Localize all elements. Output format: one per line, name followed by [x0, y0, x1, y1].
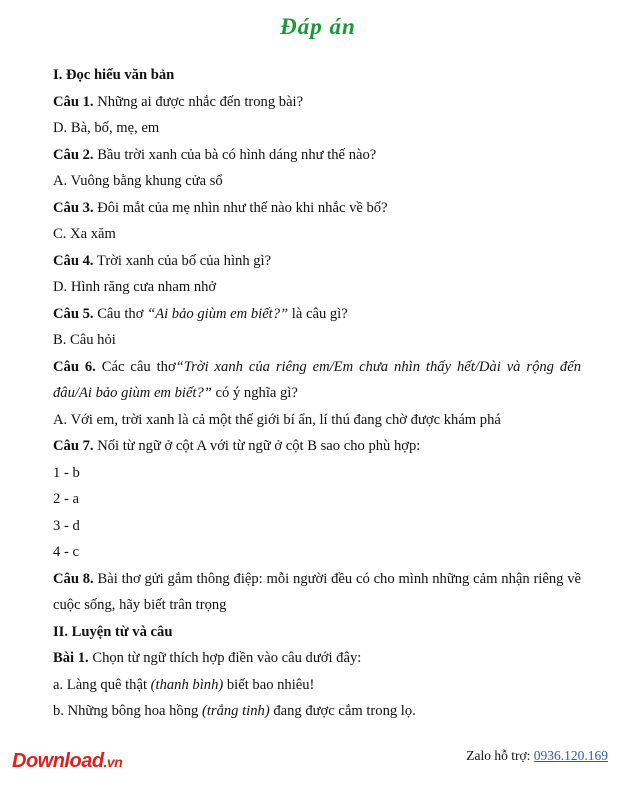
answer-5: B. Câu hỏi	[53, 332, 116, 348]
exercise-label: Bài 1.	[53, 650, 89, 666]
question-quote: “Trời xanh của riêng em/Em chưa nhìn thấy hết/Dài và rộng đến đâu/Ai bảo giùm em biết?”	[53, 358, 581, 401]
fill-answer: (thanh bình)	[150, 676, 224, 693]
question-text: Đôi mắt của mẹ nhìn như thế nào khi nhắc về bố?	[93, 199, 388, 216]
question-5	[53, 301, 581, 328]
answer-3: C. Xa xăm	[53, 226, 116, 242]
sentence-text: a. Làng quê thật	[53, 676, 151, 693]
fill-answer: (trắng tinh)	[201, 703, 270, 719]
question-label: Câu 7.	[53, 438, 94, 454]
sentence-text: b. Những bông hoa hồng	[53, 703, 202, 719]
answer-2: A. Vuông bằng khung cửa sổ	[53, 173, 223, 189]
sentence-text: biết bao nhiêu!	[223, 676, 315, 693]
exercise-1	[53, 645, 581, 672]
answer-1: D. Bà, bố, mẹ, em	[53, 120, 160, 136]
question-text: là câu gì?	[288, 305, 348, 322]
zalo-support	[466, 748, 608, 764]
section-heading-vocab: II. Luyện từ và câu	[53, 623, 173, 640]
question-1	[53, 89, 581, 116]
exercise-1-a	[53, 672, 581, 699]
page-title: Đáp án	[280, 14, 356, 39]
question-8	[53, 566, 581, 619]
download-logo[interactable]	[12, 750, 122, 773]
sentence-text: đang được cắm trong lọ.	[269, 703, 416, 719]
answer-6: A. Với em, trời xanh là cả một thế giới bí ẩn, lí thú đang chờ được khám phá	[53, 411, 501, 428]
question-quote: “Ai bảo giùm em biết?”	[147, 305, 289, 322]
question-3	[53, 195, 581, 222]
question-text: Nối từ ngữ ở cột A với từ ngữ ở cột B sao cho phù hợp:	[93, 438, 421, 454]
zalo-label: Zalo hỗ trợ:	[466, 748, 534, 763]
document-body	[53, 62, 581, 725]
phone-link[interactable]: 0936.120.169	[533, 748, 608, 763]
question-text: Trời xanh của bố của hình gì?	[93, 252, 272, 269]
answer-4: D. Hình răng cưa nham nhở	[53, 279, 217, 295]
exercise-1-b	[53, 698, 581, 725]
match-pair: 4 - c	[53, 544, 79, 560]
question-text: Các câu thơ	[95, 358, 176, 375]
exercise-text: Chọn từ ngữ thích hợp điền vào câu dưới đây:	[88, 650, 362, 666]
logo-suffix: .vn	[103, 754, 123, 770]
question-label: Câu 1.	[53, 93, 94, 110]
question-7	[53, 433, 581, 460]
question-text: Câu thơ	[93, 305, 148, 322]
question-4	[53, 248, 581, 275]
question-6	[53, 354, 581, 407]
question-text: có ý nghĩa gì?	[211, 385, 298, 401]
question-label: Câu 6.	[53, 358, 96, 375]
question-2	[53, 142, 581, 169]
question-label: Câu 3.	[53, 199, 94, 216]
question-label: Câu 8.	[53, 570, 94, 587]
question-label: Câu 2.	[53, 146, 94, 163]
match-pair: 2 - a	[53, 491, 79, 507]
question-label: Câu 4.	[53, 252, 94, 269]
match-pair: 3 - d	[53, 517, 80, 534]
match-pair: 1 - b	[53, 464, 80, 481]
question-text: Bầu trời xanh của bà có hình dáng như thế nào?	[93, 146, 377, 163]
question-label: Câu 5.	[53, 305, 94, 322]
logo-text: Download	[12, 750, 104, 772]
section-heading-reading: I. Đọc hiểu văn bản	[53, 67, 175, 83]
question-text: Những ai được nhắc đến trong bài?	[93, 93, 304, 110]
question-text: Bài thơ gửi gắm thông điệp: mỗi người đều có cho mình những cảm nhận riêng về cuộc sống, hãy biết trân trọng	[53, 570, 582, 613]
